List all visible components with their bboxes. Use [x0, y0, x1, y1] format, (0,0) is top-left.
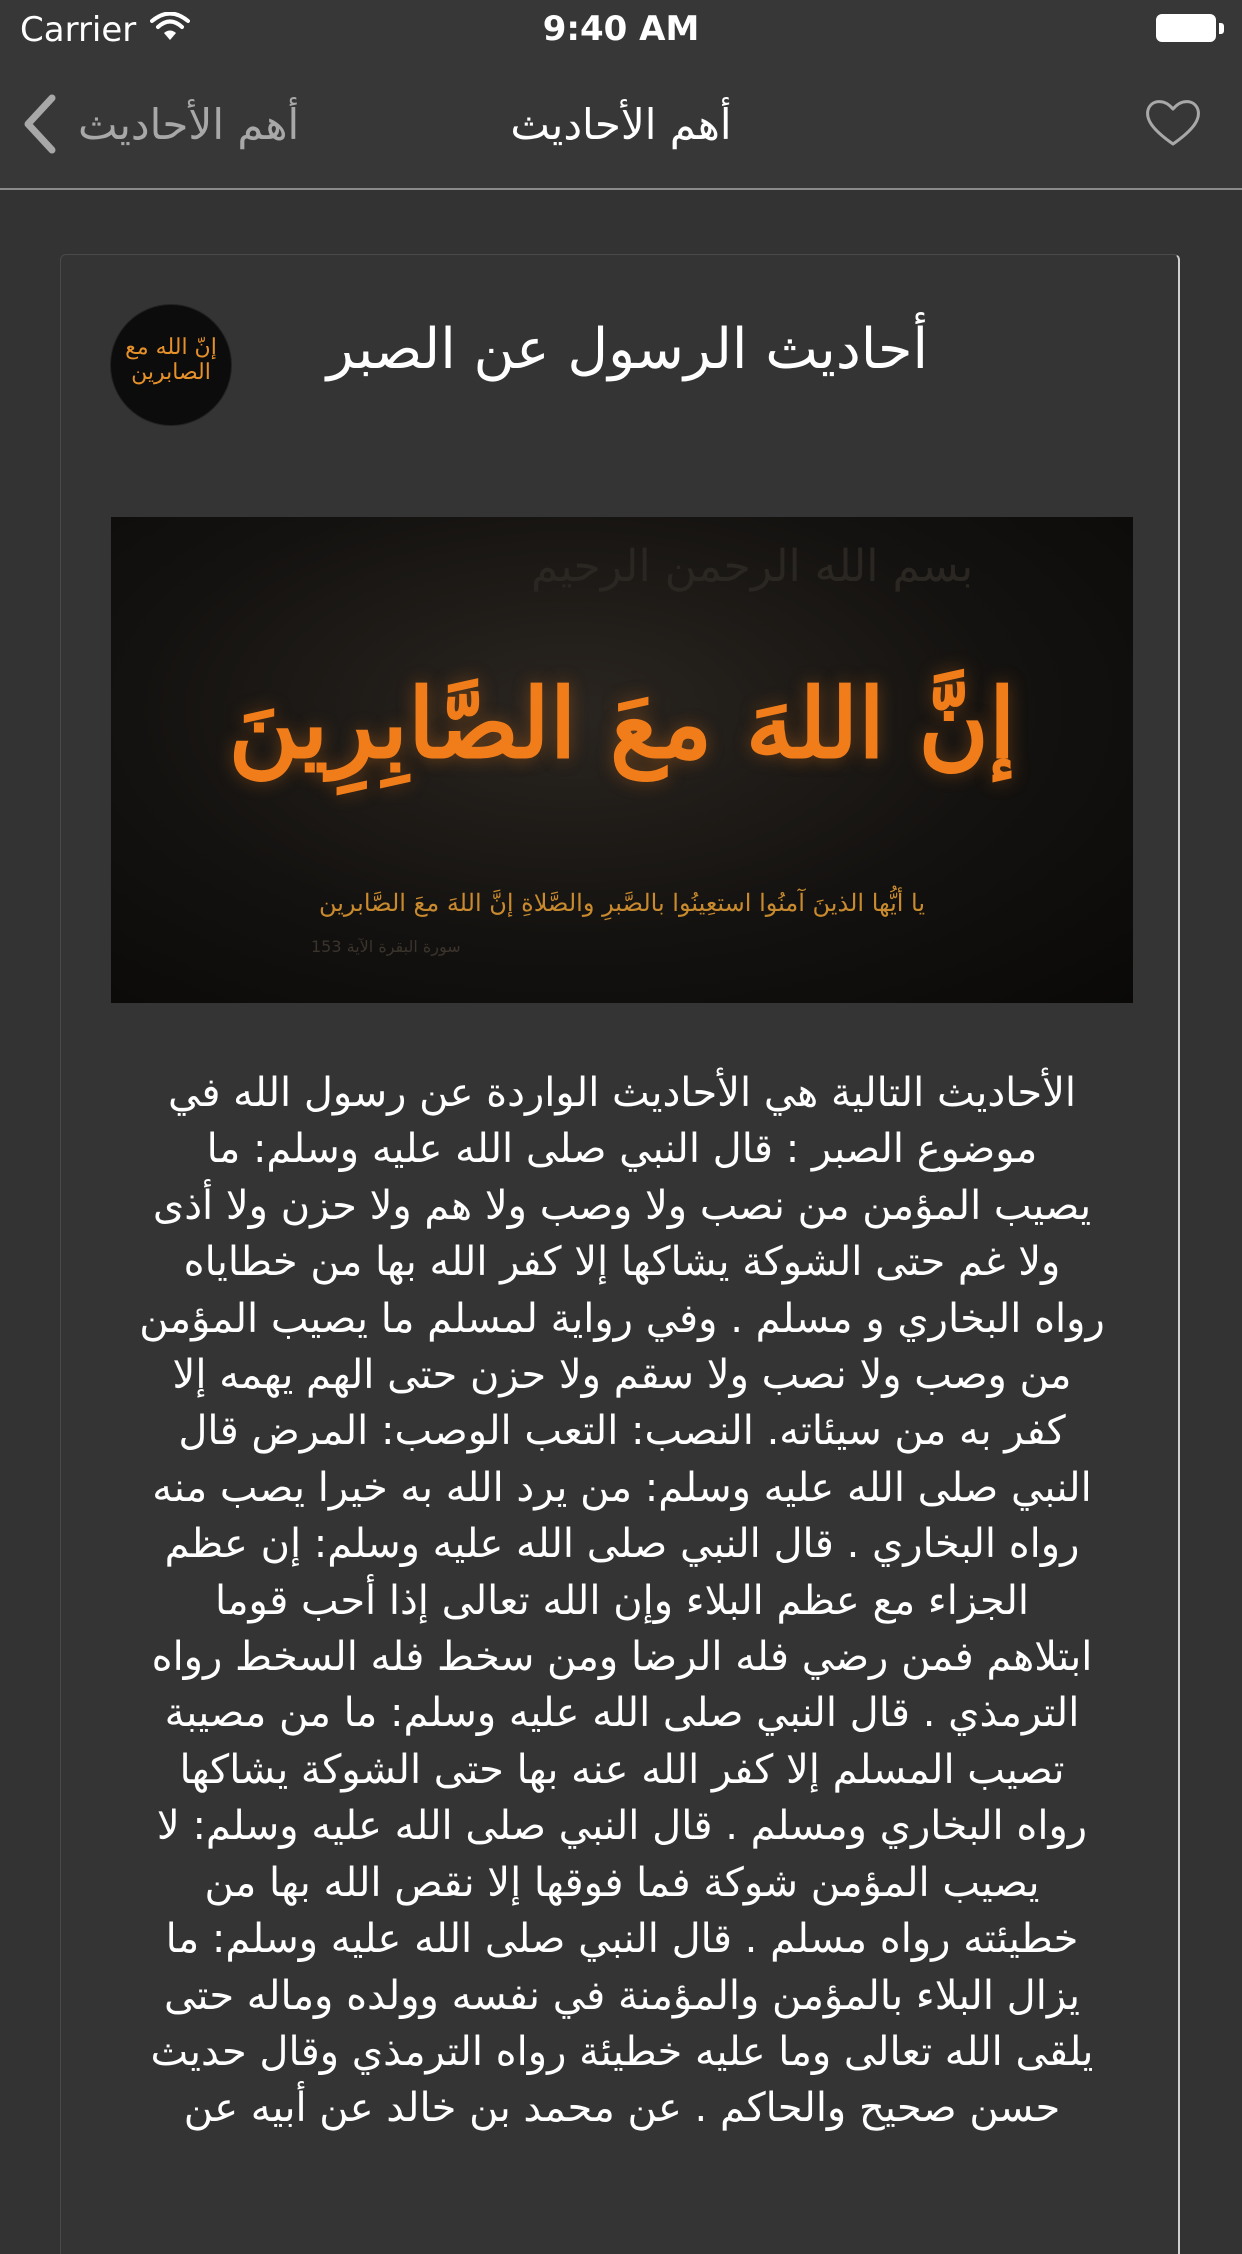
- body-line: من وصب ولا نصب ولا سقم ولا حزن حتى الهم يهمه إلا: [172, 1352, 1072, 1399]
- body-line: يصيب المؤمن من نصب ولا وصب ولا هم ولا حزن ولا أذى: [152, 1182, 1092, 1229]
- article-card: [60, 254, 1180, 2254]
- banner-reference: سورة البقرة الآية 153: [311, 937, 461, 956]
- article-banner-image: [111, 517, 1133, 1003]
- body-line: الجزاء مع عظم البلاء وإن الله تعالى إذا أحب قوما: [214, 1577, 1030, 1624]
- banner-verse: يا أيُّها الذينَ آمنُوا استعِينُوا بالصَّبرِ والصَّلاةِ إنَّ اللهَ معَ الصَّابرين: [318, 889, 926, 917]
- body-line: موضوع الصبر : قال النبي صلى الله عليه وسلم: ما: [206, 1126, 1038, 1173]
- avatar-calligraphy: إنّ الله مع الصابرين: [125, 335, 217, 385]
- body-line: ابتلاهم فمن رضي فله الرضا ومن سخط فله السخط رواه: [151, 1634, 1093, 1681]
- banner-background-calligraphy: بسم الله الرحمن الرحيم: [531, 541, 974, 592]
- nav-title: أهم الأحاديث: [510, 100, 732, 149]
- body-line: النبي صلى الله عليه وسلم: من يرد الله به خيرا يصب منه: [152, 1464, 1092, 1511]
- carrier-label: Carrier: [20, 10, 137, 50]
- body-line: رواه البخاري . قال النبي صلى الله عليه وسلم: إن عظم: [164, 1521, 1080, 1568]
- body-line: ولا غم حتى الشوكة يشاكها إلا كفر الله بها من خطاياه: [183, 1239, 1061, 1286]
- battery-icon: [1156, 14, 1224, 44]
- article-title: أحاديث الرسول عن الصبر: [326, 317, 928, 382]
- body-line: الأحاديث التالية هي الأحاديث الواردة عن رسول الله في: [167, 1070, 1077, 1116]
- body-line: حسن صحيح والحاكم . عن محمد بن خالد عن أبيه عن: [183, 2085, 1061, 2132]
- body-line: رواه البخاري ومسلم . قال النبي صلى الله عليه وسلم: لا: [156, 1803, 1088, 1850]
- body-line: خطيئته رواه مسلم . قال النبي صلى الله عليه وسلم: ما: [165, 1916, 1079, 1963]
- status-time: 9:40 AM: [542, 9, 700, 49]
- banner-calligraphy: إنَّ اللهَ معَ الصَّابِرِينَ: [228, 667, 1016, 780]
- body-line: يصيب المؤمن شوكة فما فوقها إلا نقص الله بها من: [204, 1859, 1040, 1906]
- body-line: تصيب المسلم إلا كفر الله عنه بها حتى الشوكة يشاكها: [179, 1746, 1065, 1793]
- body-line: يزال البلاء بالمؤمن والمؤمنة في نفسه وولده وماله حتى: [163, 1972, 1081, 2019]
- status-bar: [0, 0, 1242, 60]
- body-line: يلقى الله تعالى وما عليه خطيئة رواه الترمذي وقال حديث: [150, 2028, 1094, 2075]
- back-button-label: أهم الأحاديث: [78, 99, 300, 149]
- body-line: الترمذي . قال النبي صلى الله عليه وسلم: ما من مصيبة: [164, 1690, 1080, 1737]
- body-line: كفر به من سيئاته. النصب: التعب الوصب: المرض قال: [178, 1408, 1066, 1455]
- body-line: رواه البخاري و مسلم . وفي رواية لمسلم ما يصيب المؤمن: [139, 1295, 1105, 1342]
- avatar: [111, 305, 231, 425]
- navigation-bar: [0, 60, 1242, 190]
- heart-icon[interactable]: [1144, 96, 1202, 148]
- article-body: [109, 1065, 1135, 2137]
